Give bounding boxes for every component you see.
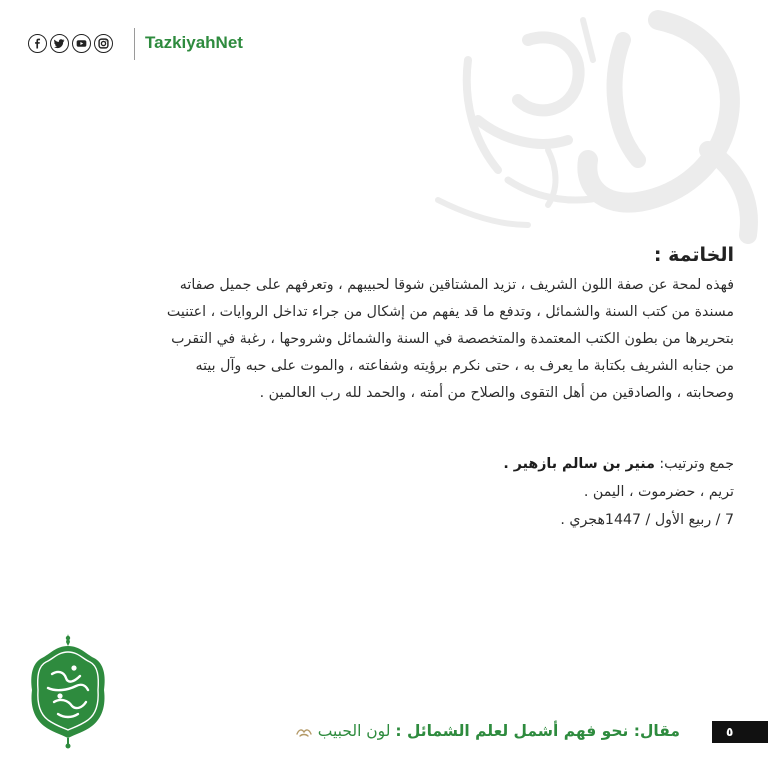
compiler-label: جمع وترتيب: <box>654 456 734 472</box>
paragraph-line: مسندة من كتب السنة والشمائل ، وتدفع ما قد يفهم من إشكال من جراء تداخل الروايات ، اعتنيت <box>166 304 734 320</box>
paragraph-line: فهذه لمحة عن صفة اللون الشريف ، تزيد المشتاقين شوقا لحبيبهم ، وتعرفهم على جميل صفاته <box>179 277 734 293</box>
brand-name[interactable]: TazkiyahNet <box>145 33 243 52</box>
header-divider <box>134 28 135 60</box>
date-line: 7 / ربيع الأول / 1447هجري . <box>560 512 734 528</box>
footer-lead: مقال: نحو فهم أشمل لعلم الشمائل : <box>395 722 680 740</box>
place-line: تريم ، حضرموت ، اليمن . <box>583 484 734 500</box>
footer-title: لون الحبيب <box>317 722 396 740</box>
social-links <box>28 34 113 53</box>
tazkiyah-emblem-icon <box>28 632 108 750</box>
page-number-badge: ٥ <box>712 721 768 743</box>
paragraph-line: وصحابته ، والصادقين من أهل التقوى والصلاح من أمته ، والحمد لله رب العالمين . <box>259 385 734 401</box>
paragraph-line: بتحريرها من بطون الكتب المعتمدة والمتخصصة في السنة والشمائل وشروحها ، رغبة في التقرب <box>171 331 734 347</box>
compiler-name: منير بن سالم بازهير . <box>503 456 655 472</box>
credits <box>314 450 734 534</box>
paragraph-line: من جنابه الشريف بكتابة ما يعرف به ، حتى نكرم برؤيته وشفاعته ، والموت على حبه وآل بيته <box>195 358 734 374</box>
twitter-icon[interactable] <box>50 34 69 53</box>
footer-article-title <box>296 719 680 743</box>
facebook-icon[interactable] <box>28 34 47 53</box>
instagram-icon[interactable] <box>94 34 113 53</box>
salawat-seal-icon <box>296 726 312 738</box>
calligraphy-watermark-icon <box>408 0 768 250</box>
youtube-icon[interactable] <box>72 34 91 53</box>
article-body <box>150 242 734 407</box>
section-title: الخاتمة : <box>653 244 734 266</box>
compiler-line <box>314 450 734 478</box>
